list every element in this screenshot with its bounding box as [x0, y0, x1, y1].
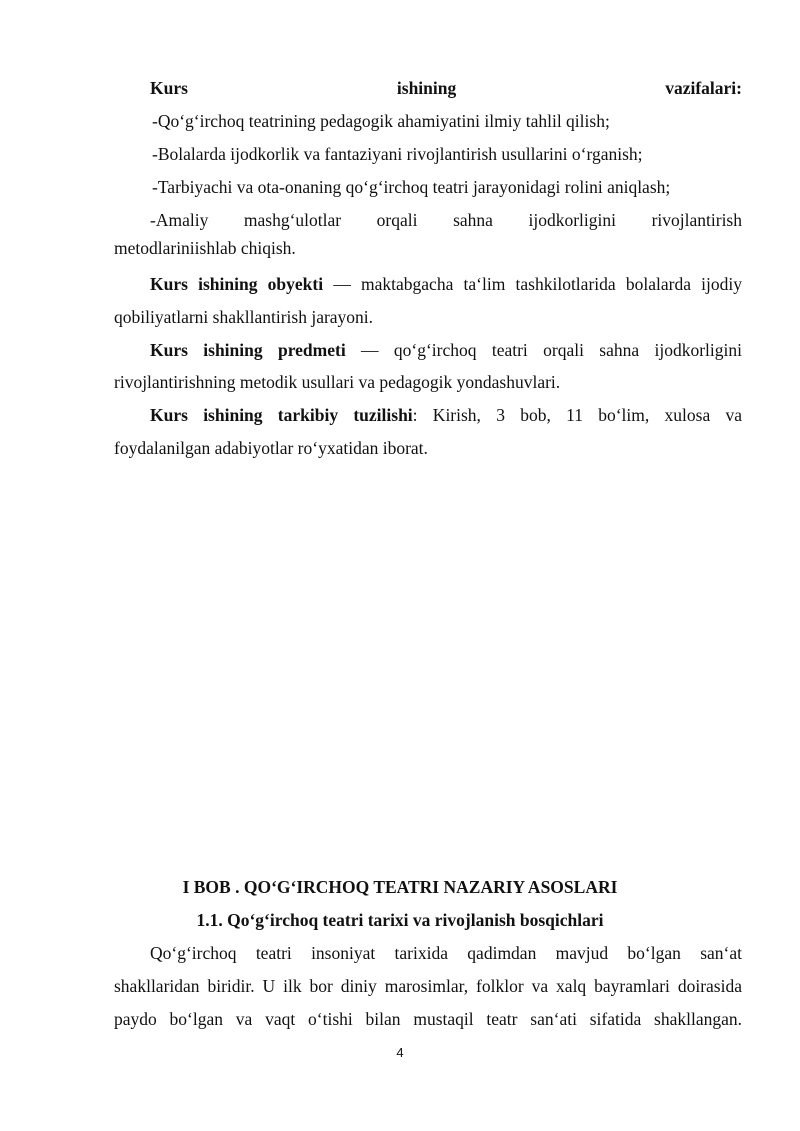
- task-item-2: -Bolalarda ijodkorlik va fantaziyani rivojlantirish usullarini o‘rganish;: [152, 144, 643, 164]
- object-line2: qobiliyatlarni shakllantirish jarayoni.: [114, 307, 374, 327]
- structure-line2: foydalanilgan adabiyotlar ro‘yxatidan iborat.: [114, 438, 428, 458]
- object-line1: [150, 273, 742, 295]
- task-item-3: -Tarbiyachi va ota-onaning qo‘g‘irchoq teatri jarayonidagi rolini aniqlash;: [152, 177, 671, 197]
- structure-text: : Kirish, 3 bob, 11 bo‘lim, xulosa va: [412, 405, 742, 425]
- page-number: 4: [396, 1045, 404, 1060]
- object-label: Kurs ishining obyekti: [150, 274, 324, 294]
- task-item-4-line2: metodlariniishlab chiqish.: [114, 238, 296, 258]
- structure-label: Kurs ishining tarkibiy tuzilishi: [150, 405, 413, 425]
- object-text: — maktabgacha ta‘lim tashkilotlarida bolalarda ijodiy: [323, 274, 742, 294]
- paragraph-line2: shakllaridan biridir. U ilk bor diniy marosimlar, folklor va xalq bayramlari doirasida: [114, 976, 742, 996]
- chapter-title: I BOB . QO‘G‘IRCHOQ TEATRI NAZARIY ASOSLARI: [182, 877, 618, 897]
- task-item-4-line1: -Amaliy mashg‘ulotlar orqali sahna ijodkorligini rivojlantirish: [150, 210, 742, 230]
- subject-line1: [150, 339, 742, 361]
- paragraph-line3: paydo bo‘lgan va vaqt o‘tishi bilan mustaqil teatr san‘ati sifatida shakllangan.: [114, 1009, 742, 1029]
- section-title: 1.1. Qo‘g‘irchoq teatri tarixi va rivojlanish bosqichlari: [196, 910, 604, 930]
- structure-line1: [150, 404, 742, 426]
- subject-label: Kurs ishining predmeti: [150, 340, 346, 360]
- paragraph-line1: Qo‘g‘irchoq teatri insoniyat tarixida qadimdan mavjud bo‘lgan san‘at: [150, 943, 742, 963]
- task-item-1: -Qo‘g‘irchoq teatrining pedagogik ahamiyatini ilmiy tahlil qilish;: [152, 111, 610, 131]
- tasks-heading: Kurs ishining vazifalari:: [150, 78, 742, 98]
- subject-text: — qo‘g‘irchoq teatri orqali sahna ijodkorligini: [345, 340, 742, 360]
- subject-line2: rivojlantirishning metodik usullari va pedagogik yondashuvlari.: [114, 372, 561, 392]
